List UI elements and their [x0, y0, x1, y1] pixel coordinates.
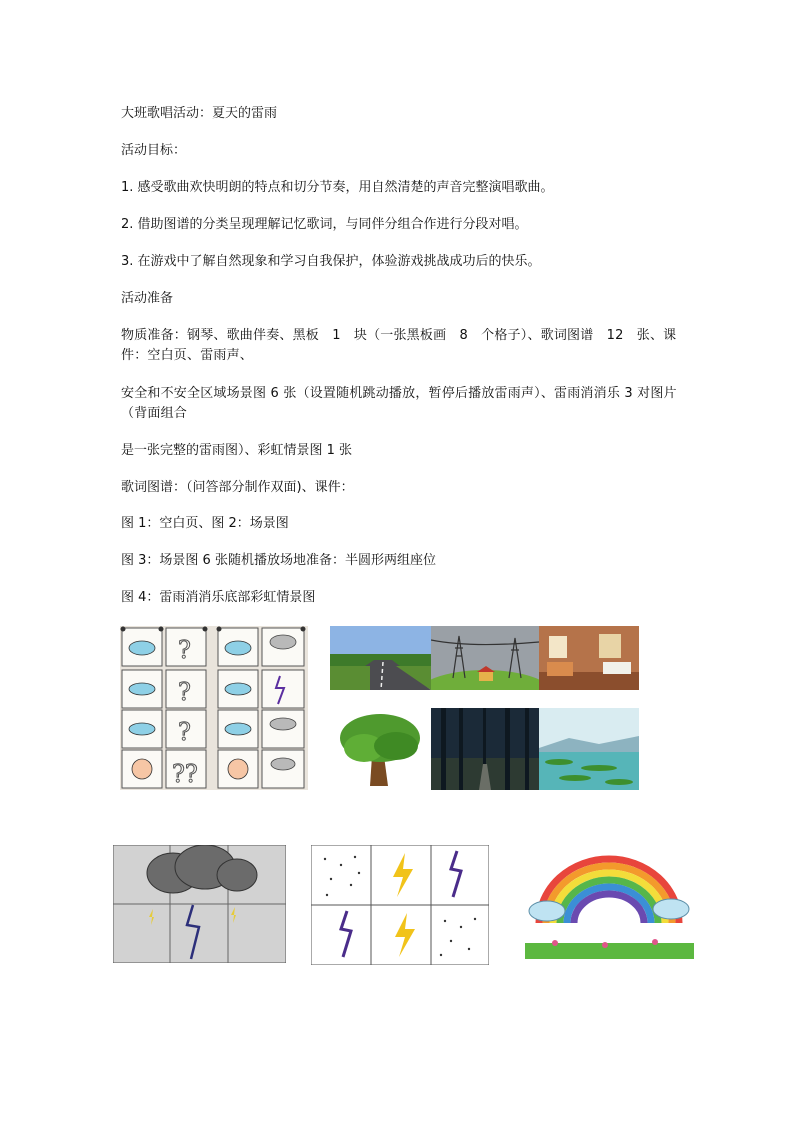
- goal-2: 2. 借助图谱的分类呈现理解记忆歌词，与同伴分组合作进行分段对唱。: [121, 217, 528, 232]
- thunder-match-cards-image: [311, 845, 489, 965]
- scene-tree-image: [330, 708, 431, 790]
- svg-text:?: ?: [178, 678, 191, 706]
- scene-forest-image: [431, 708, 539, 790]
- material-prep: 物质准备：钢琴、歌曲伴奏、黑板 1 块（一张黑板画 8 个格子）、歌词图谱 12 张、课件：空白页、雷雨声、: [121, 328, 677, 363]
- goal-3: 3. 在游戏中了解自然现象和学习自我保护，体验游戏挑战成功后的快乐。: [121, 254, 541, 269]
- scene-room-image: [539, 626, 639, 690]
- svg-text:??: ??: [172, 760, 198, 788]
- figure-4: 图 4：雷雨消消乐底部彩虹情景图: [121, 590, 316, 605]
- doc-title: 大班歌唱活动：夏天的雷雨: [121, 106, 278, 121]
- scene-road-image: [330, 626, 431, 690]
- figure-3: 图 3：场景图 6 张随机播放场地准备：半圆形两组座位: [121, 553, 436, 568]
- prep-heading: 活动准备: [121, 291, 174, 306]
- goal-1: 1. 感受歌曲欢快明朗的特点和切分节奏，用自然清楚的声音完整演唱歌曲。: [121, 180, 554, 195]
- goals-heading: 活动目标：: [121, 143, 187, 158]
- scene-lake-image: [539, 708, 639, 790]
- svg-text:?: ?: [178, 718, 191, 746]
- complete-image: 是一张完整的雷雨图）、彩虹情景图 1 张: [121, 443, 353, 458]
- thunder-puzzle-image: [113, 845, 286, 963]
- figure-1-2: 图 1：空白页、图 2：场景图: [121, 516, 289, 531]
- lyrics-cards-image: [120, 626, 308, 790]
- safety-scenes: 安全和不安全区域场景图 6 张（设置随机跳动播放，暂停后播放雷雨声）、雷雨消消乐 3 对图片（背面组合: [121, 386, 677, 421]
- svg-text:?: ?: [178, 636, 191, 664]
- lyrics-map: 歌词图谱：（问答部分制作双面)、课件：: [121, 480, 354, 495]
- rainbow-image: [525, 845, 694, 959]
- scene-powerline-image: [431, 626, 539, 690]
